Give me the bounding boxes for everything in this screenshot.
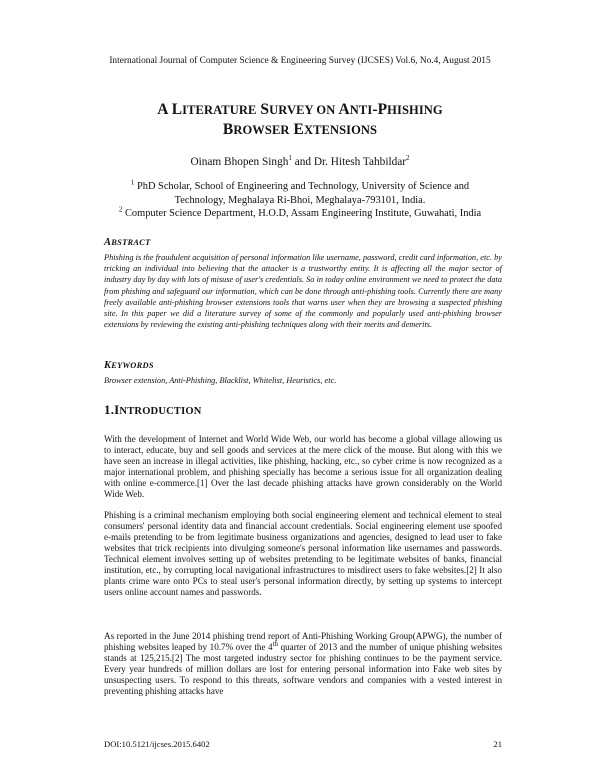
- affiliations: [80, 180, 520, 221]
- title-line-1: A LITERATURE SURVEY ON ANTI-PHISHING: [157, 101, 443, 118]
- abstract-text: Phishing is the fraudulent acquisition of personal information like username, password, credit card information, etc. by tricking an individual into believing that the attacker is a trustworthy entity. It is affecting all the major sector of industry day by day with lots of misuse of user's credentials. So in today online environment we need to protect the data from phishing and safeguard our information, which can be done through anti-phishing tools. Currently there are many freely available anti-phishing browser extensions tools that warns user when they are browsing a suspected phishing site. In this paper we did a literature survey of some of the commonly and popularly used anti-phishing browser extensions by reviewing the existing anti-phishing techniques along with their merits and demerits.: [104, 253, 502, 330]
- journal-header: International Journal of Computer Science & Engineering Survey (IJCSES) Vol.6, No.4, August 2015: [109, 56, 491, 66]
- title-line-2: BROWSER EXTENSIONS: [222, 121, 378, 138]
- intro-paragraph-2: Phishing is a criminal mechanism employing both social engineering element and technical element to steal consumers' personal identity data and financial account credentials. Social engineering element use spoofed e-mails pretending to be from legitimate business organizations and agencies, designed to lead user to fake websites that trick recipients into divulging someone's personal information like usernames and passwords. Technical element involves setting up of websites pretending to be legitimate websites of banks, financial institution, etc., by corrupting local navigational infrastructures to misdirect users to fake websites.[2] It also plants crime ware onto PCs to steal user's personal information directly, by setting up systems to intercept users online account names and passwords.: [104, 510, 502, 597]
- paper-title: [0, 100, 600, 140]
- intro-paragraph-3: As reported in the June 2014 phishing trend report of Anti-Phishing Working Group(APWG), the number of phishing websites leaped by 10.7% over the 4th quarter of 2013 and the number of unique phishing websites stands at 125,215.[2] The most targeted industry sector for phishing continues to be the payment service. Every year hundreds of million dollars are lost for entering personal information into Fake web sites by unsuspecting users. To respond to this threats, software vendors and companies with a vested interest in preventing phishing attacks have: [104, 631, 503, 696]
- affiliation-1-cont: Technology, Meghalaya Ri-Bhoi, Meghalaya-793101, India.: [174, 194, 426, 206]
- keywords-text: Browser extension, Anti-Phishing, Blacklist, Whitelist, Heuristics, etc.: [104, 376, 337, 385]
- author-line: Oinam Bhopen Singh$^1$ and Dr. Hitesh Tahbildar$^2$: [190, 154, 410, 168]
- author-1-name: Oinam Bhopen Singh: [190, 156, 289, 168]
- affiliation-2: $^2$ Computer Science Department, H.O.D, Assam Engineering Institute, Guwahati, India: [118, 205, 482, 219]
- author-2-name: Dr. Hitesh Tahbildar: [313, 156, 407, 168]
- abstract-heading: ABSTRACT: [104, 237, 151, 248]
- footer-doi: DOI:10.5121/ijcses.2015.6402: [104, 739, 210, 749]
- keywords-heading: KEYWORDS: [104, 360, 154, 371]
- affiliation-1: $^1$ PhD Scholar, School of Engineering and Technology, University of Science and: [130, 178, 470, 192]
- section-1-heading: 1.INTRODUCTION: [104, 402, 202, 417]
- page-number: 21: [493, 739, 502, 749]
- intro-paragraph-1: With the development of Internet and World Wide Web, our world has become a global village allowing us to interact, educate, buy and sell goods and services at the mere click of the mouse. But along with this we have seen an increase in illegal activities, like phishing, hacking, etc., so cyber crime is now recognized as a major international problem, and phishing specially has become a serious issue for all organization dealing with online e-commerce.[1] Over the last decade phishing attacks have grown considerably on the World Wide Web.: [104, 434, 502, 499]
